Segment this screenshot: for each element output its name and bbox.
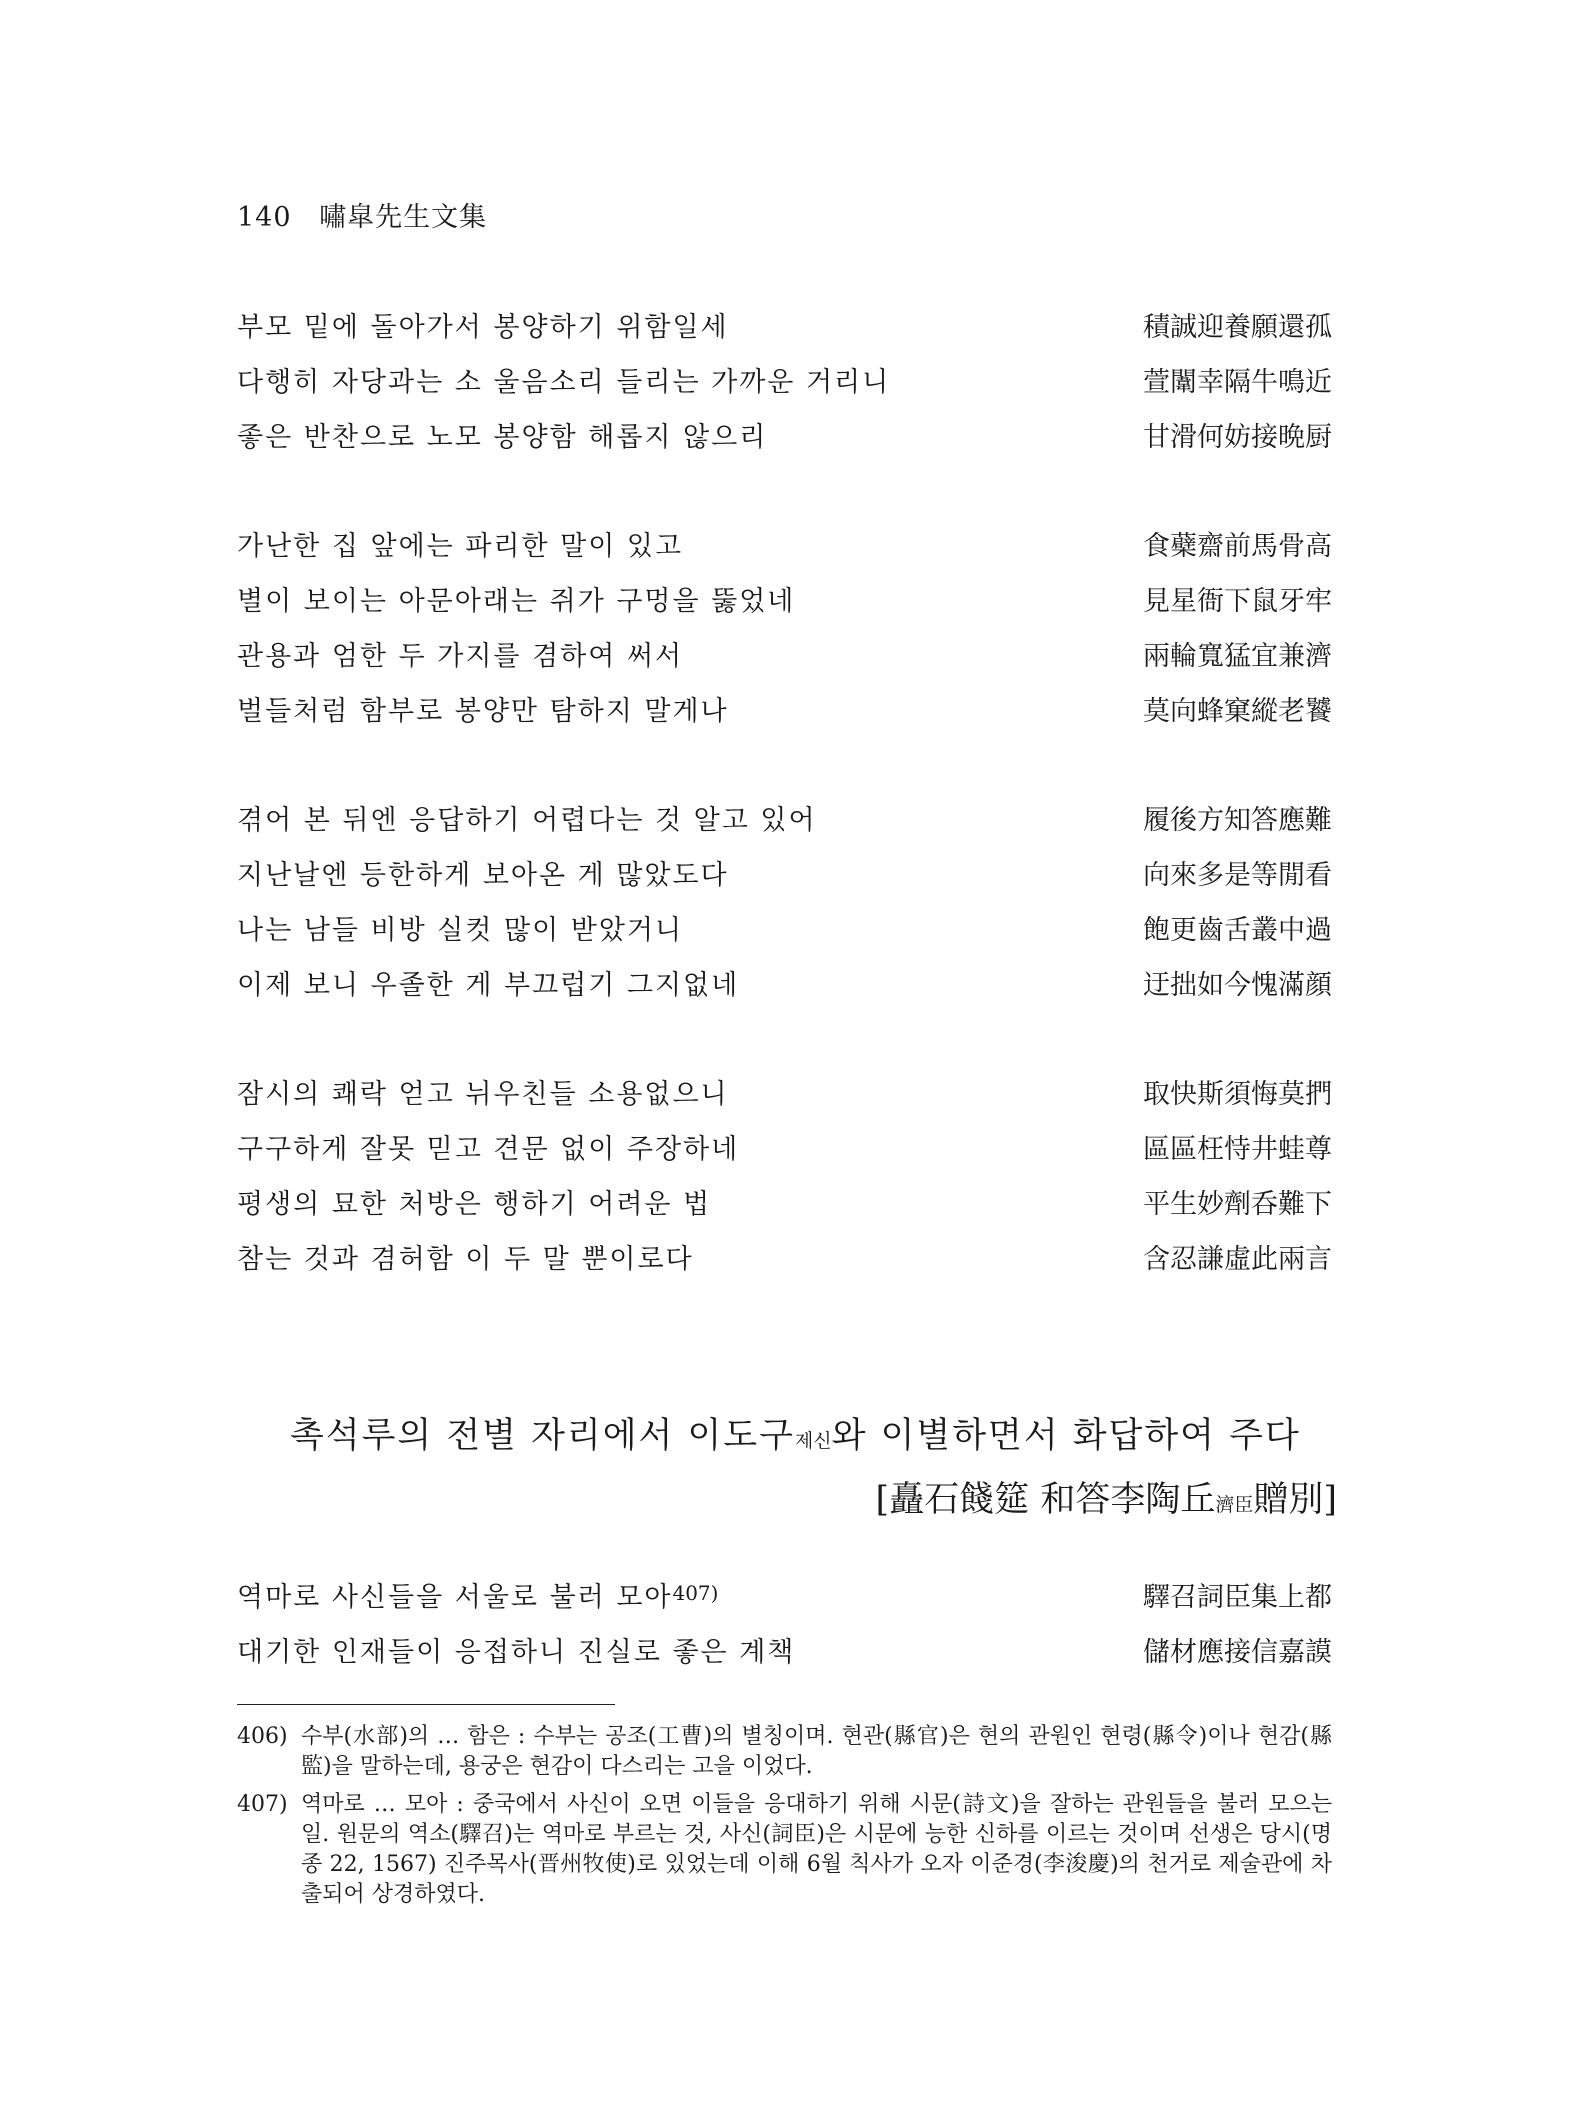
- stanza: [237, 1072, 1332, 1292]
- chinese-verse: 莫向蜂窠縱老饕: [1143, 696, 1332, 727]
- korean-verse: 참는 것과 겸허함 이 두 말 뿐이로다: [237, 1244, 694, 1275]
- footnote-number: 406): [237, 1724, 288, 1749]
- korean-verse: 다행히 자당과는 소 울음소리 들리는 가까운 거리니: [237, 367, 891, 398]
- title-korean-end: 와 이별하면서 화답하여 주다: [831, 1416, 1301, 1456]
- korean-verse: 평생의 묘한 처방은 행하기 어려운 법: [237, 1189, 712, 1220]
- title-korean-main: 촉석루의 전별 자리에서 이도구: [290, 1416, 795, 1456]
- korean-verse: [237, 1575, 718, 1614]
- verse-line: [237, 963, 1332, 1018]
- verse-line: [237, 1072, 1332, 1127]
- title-chinese-open: [矗石餞筵 和答李陶丘: [875, 1480, 1216, 1520]
- title-chinese-annotation: 濟臣: [1215, 1494, 1254, 1516]
- korean-verse: 이제 보니 우졸한 게 부끄럽기 그지없네: [237, 970, 740, 1001]
- title-korean-annotation: 제신: [794, 1430, 832, 1452]
- chinese-verse: 兩輪寬猛宜兼濟: [1143, 641, 1332, 672]
- korean-verse: 좋은 반찬으로 노모 봉양함 해롭지 않으리: [237, 422, 768, 453]
- poem-title-korean: [290, 1408, 1301, 1458]
- second-poem: [237, 1575, 1332, 1685]
- verse-line: [237, 1575, 1332, 1630]
- book-title: 嘯皐先生文集: [319, 202, 488, 233]
- korean-verse: 부모 밑에 돌아가서 봉양하기 위함일세: [237, 312, 729, 343]
- verse-line: [237, 305, 1332, 360]
- korean-verse: 대기한 인재들이 응접하니 진실로 좋은 계책: [237, 1637, 796, 1668]
- verse-line: [237, 853, 1332, 908]
- footnotes: [237, 1722, 1332, 1918]
- korean-verse: 구구하게 잘못 믿고 견문 없이 주장하네: [237, 1134, 740, 1165]
- korean-verse: 가난한 집 앞에는 파리한 말이 있고: [237, 531, 684, 562]
- verse-line: [237, 689, 1332, 744]
- verse-line: [237, 634, 1332, 689]
- verse-line: [237, 1182, 1332, 1237]
- chinese-verse: 迂拙如今愧滿顔: [1143, 970, 1332, 1001]
- footnote-text: 역마로 … 모아 : 중국에서 사신이 오면 이들을 응대하기 위해 시문(詩文)을 잘하는 관원들을 불러 모으는 일. 원문의 역소(驛召)는 역마로 부르는 것, 사신(詞臣)은 시문에 능한 신하를 이르는 것이며 선생은 당시(명종 22, 1567) 진주목사(晋州牧使)로 있었는데 이해 6월 칙사가 오자 이준경(李浚慶)의 천거로 제술관에 차출되어 상경하였다.: [301, 1792, 1332, 1907]
- chinese-verse: 區區枉恃井蛙尊: [1143, 1134, 1332, 1165]
- chinese-verse: 平生妙劑呑難下: [1143, 1189, 1332, 1220]
- poem-stanzas: [237, 305, 1332, 1346]
- korean-verse-text: 역마로 사신들을 서울로 불러 모아: [237, 1582, 673, 1613]
- footnote: [237, 1790, 1332, 1910]
- title-chinese-close: 贈別]: [1253, 1480, 1337, 1520]
- verse-line: [237, 1630, 1332, 1685]
- korean-verse: 별이 보이는 아문아래는 쥐가 구멍을 뚫었네: [237, 586, 796, 617]
- chinese-verse: 萱闈幸隔牛鳴近: [1143, 367, 1332, 398]
- verse-line: [237, 579, 1332, 634]
- chinese-verse: 履後方知答應難: [1143, 805, 1332, 836]
- verse-line: [237, 1237, 1332, 1292]
- chinese-verse: 見星衙下鼠牙牢: [1143, 586, 1332, 617]
- stanza: [237, 524, 1332, 744]
- korean-verse: 관용과 엄한 두 가지를 겸하여 써서: [237, 641, 684, 672]
- verse-line: [237, 908, 1332, 963]
- chinese-verse: 飽更齒舌叢中過: [1143, 915, 1332, 946]
- page-number: 140: [237, 202, 292, 233]
- stanza: [237, 305, 1332, 470]
- verse-line: [237, 360, 1332, 415]
- stanza: [237, 798, 1332, 1018]
- korean-verse: 잠시의 쾌락 얻고 뉘우친들 소용없으니: [237, 1079, 729, 1110]
- korean-verse: 지난날엔 등한하게 보아온 게 많았도다: [237, 860, 729, 891]
- chinese-verse: 積誠迎養願還孤: [1143, 312, 1332, 343]
- footnote: [237, 1722, 1332, 1782]
- chinese-verse: 食蘗齋前馬骨高: [1143, 531, 1332, 562]
- footnote-ref: 407): [672, 1581, 719, 1605]
- page-header: [237, 195, 487, 234]
- footnote-number: 407): [237, 1792, 288, 1817]
- chinese-verse: 驛召詞臣集上都: [1143, 1582, 1332, 1613]
- chinese-verse: 儲材應接信嘉謨: [1143, 1637, 1332, 1668]
- chinese-verse: 取快斯須悔莫捫: [1143, 1079, 1332, 1110]
- korean-verse: 나는 남들 비방 실컷 많이 받았거니: [237, 915, 684, 946]
- chinese-verse: 含忍謙虛此兩言: [1143, 1244, 1332, 1275]
- chinese-verse: 甘滑何妨接晩厨: [1143, 422, 1332, 453]
- verse-line: [237, 415, 1332, 470]
- verse-line: [237, 1127, 1332, 1182]
- footnote-text: 수부(水部)의 … 함은 : 수부는 공조(工曹)의 별칭이며. 현관(縣官)은 현의 관원인 현령(縣令)이나 현감(縣監)을 말하는데, 용궁은 현감이 다스리는 고을 이었다.: [301, 1724, 1332, 1779]
- korean-verse: 벌들처럼 함부로 봉양만 탐하지 말게나: [237, 696, 729, 727]
- verse-line: [237, 524, 1332, 579]
- verse-line: [237, 798, 1332, 853]
- poem-title-chinese: [876, 1472, 1337, 1522]
- korean-verse: 겪어 본 뒤엔 응답하기 어렵다는 것 알고 있어: [237, 805, 817, 836]
- chinese-verse: 向來多是等閒看: [1143, 860, 1332, 891]
- footnote-divider: [237, 1704, 615, 1705]
